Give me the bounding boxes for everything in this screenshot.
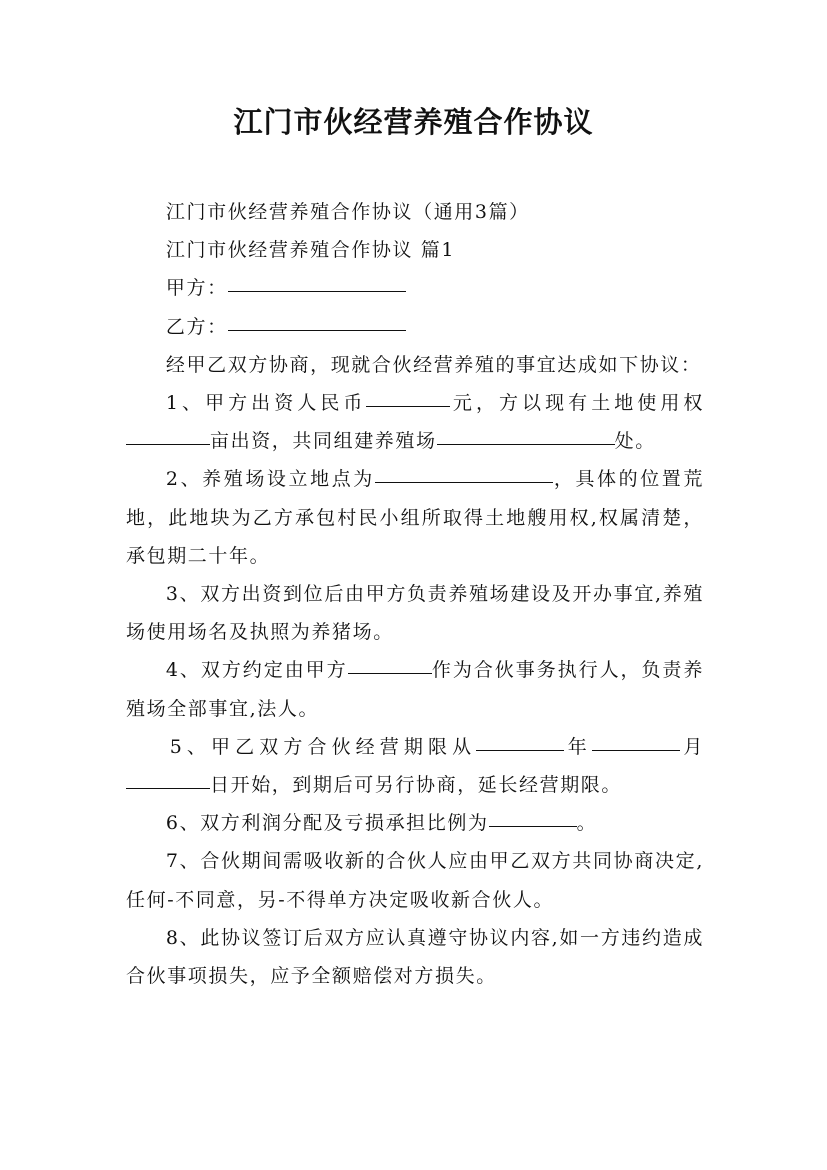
- clause-1-text-b: 元，方以现有土地使用权: [450, 392, 704, 415]
- section-heading: 江门市伙经营养殖合作协议 篇1: [165, 239, 456, 262]
- party-b-blank: [228, 329, 406, 331]
- clause-1-text-c: 亩出资，共同组建养殖场: [210, 430, 437, 453]
- investment-amount-blank: [366, 405, 450, 407]
- start-year-blank: [476, 749, 564, 751]
- executive-partner-blank: [348, 672, 432, 674]
- clause-1-text-d: 处。: [614, 430, 656, 453]
- clause-8: 8、此协议签订后双方应认真遵守协议内容,如一方违约造成合伙事项损失，应予全额赔偿对方损失。: [126, 926, 704, 988]
- party-b-line: [126, 308, 704, 346]
- location-blank: [375, 481, 553, 483]
- clause-4-text-a: 4、双方约定由甲方: [165, 659, 348, 682]
- clause-4: [126, 651, 704, 727]
- clause-1: [126, 384, 704, 460]
- start-day-blank: [126, 787, 210, 789]
- clause-4-text-b: 作为合伙事务执行人，负责养殖场全部事宜,法人。: [126, 659, 704, 720]
- document-body: [126, 193, 704, 995]
- party-a-blank: [228, 290, 406, 292]
- clause-5-text-a: 5、甲乙双方合伙经营期限从: [169, 735, 477, 758]
- party-a-line: [126, 269, 704, 307]
- document-subtitle: 江门市伙经营养殖合作协议（通用3篇）: [165, 201, 530, 223]
- start-month-blank: [592, 749, 680, 751]
- intro-paragraph: 经甲乙双方协商，现就合伙经营养殖的事宜达成如下协议：: [165, 353, 702, 376]
- clause-3: 3、双方出资到位后由甲方负责养殖场建设及开办事宜,养殖场使用场名及执照为养猪场。: [126, 583, 704, 644]
- clause-5-text-b: 年: [564, 735, 592, 758]
- document-title: 江门市伙经营养殖合作协议: [233, 105, 594, 139]
- clause-6-text-a: 6、双方利润分配及亏损承担比例为: [165, 812, 489, 835]
- clause-2-text-a: 2、养殖场设立地点为: [165, 468, 375, 491]
- land-area-blank: [126, 443, 210, 445]
- party-a-label: 甲方：: [165, 277, 228, 300]
- clause-5: [126, 728, 704, 804]
- clause-6-text-b: 。: [576, 812, 598, 835]
- profit-ratio-blank: [489, 825, 577, 827]
- clause-5-text-d: 日开始，到期后可另行协商，延长经营期限。: [210, 774, 623, 797]
- farm-name-blank: [437, 443, 615, 445]
- clause-5-text-c: 月: [679, 735, 705, 758]
- clause-2: [126, 460, 704, 575]
- clause-6: [126, 804, 704, 842]
- party-b-label: 乙方：: [165, 315, 228, 338]
- clause-2-text-b: ，具体的位置荒地，此地块为乙方承包村民小组所取得土地艘用权,权属清楚，承包期二十年。: [126, 468, 704, 567]
- clause-7: 7、合伙期间需吸收新的合伙人应由甲乙双方共同协商决定,任何-不同意，另-不得单方决定吸收新合伙人。: [126, 850, 704, 911]
- clause-1-text-a: 1、甲方出资人民币: [165, 392, 367, 415]
